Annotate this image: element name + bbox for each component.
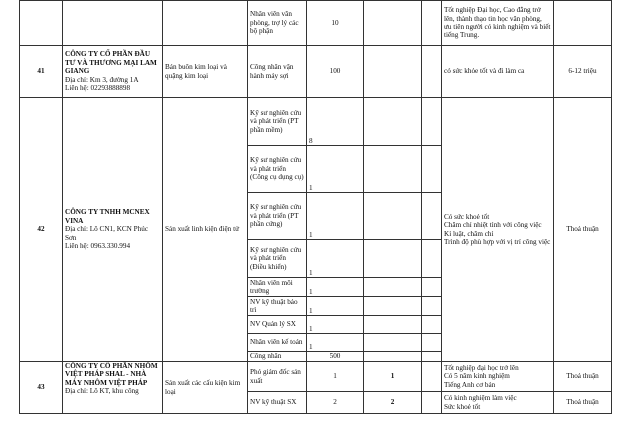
company-name: CÔNG TY TNHH MCNEX VINA (65, 208, 150, 225)
quantity-cell: 1 (307, 297, 364, 316)
extra-cell (422, 392, 442, 414)
position-cell: Nhân viên văn phòng, trợ lý các bộ phận (248, 1, 307, 46)
extra-cell (364, 352, 422, 362)
extra-cell (364, 1, 422, 46)
extra-cell (422, 46, 442, 98)
extra-cell (422, 334, 442, 352)
extra-cell (422, 362, 442, 392)
extra-cell (422, 193, 442, 240)
salary-cell: 6-12 triệu (554, 46, 612, 98)
quantity-cell: 1 (307, 334, 364, 352)
extra-cell: 1 (364, 362, 422, 392)
extra-cell (422, 278, 442, 297)
stt-cell: 42 (20, 98, 63, 362)
company-cell (63, 362, 163, 414)
position-cell: Nhân viên kế toán (248, 334, 307, 352)
company-cell (63, 98, 163, 362)
table-row (20, 98, 612, 146)
company-name: CÔNG TY CỔ PHẦN NHÔM VIỆT PHÁP SHAL - NHÀ MÁY NHÔM VIỆT PHÁP (65, 362, 158, 387)
extra-cell (364, 334, 422, 352)
requirement-line: Có sức khoẻ tốt (444, 212, 490, 221)
quantity-cell: 1 (307, 193, 364, 240)
extra-cell (364, 297, 422, 316)
requirement-line: Tốt nghiệp đại học trở lên (444, 363, 519, 372)
salary-cell: Thoả thuận (554, 98, 612, 362)
quantity-cell: 100 (307, 46, 364, 98)
quantity-cell: 1 (307, 316, 364, 334)
company-cell (63, 1, 163, 46)
stt-cell: 43 (20, 362, 63, 414)
extra-cell (364, 316, 422, 334)
industry-cell (163, 1, 248, 46)
requirement-line: Kỉ luật, chăm chỉ (444, 229, 494, 238)
requirements-cell (442, 362, 554, 392)
extra-cell (364, 278, 422, 297)
company-phone: Liên hệ: 0963.330.994 (65, 242, 131, 251)
extra-cell (364, 46, 422, 98)
requirements-cell: Tốt nghiệp Đại học, Cao đẳng trở lên, thành thạo tin học văn phòng, ưu tiên người có kinh nghiệm và biết tiếng Trung. (442, 1, 554, 46)
requirement-line: Tiếng Anh cơ bản (444, 380, 496, 389)
extra-cell (422, 240, 442, 278)
position-cell: Công nhân (248, 352, 307, 362)
extra-cell (364, 146, 422, 193)
position-cell: Công nhân vận hành máy sợi (248, 46, 307, 98)
quantity-cell: 1 (307, 146, 364, 193)
requirement-line: Có kinh nghiệm làm việc (444, 394, 517, 403)
requirement-line: Có 5 năm kinh nghiệm (444, 372, 510, 381)
requirements-cell: có sức khỏe tốt và đi làm ca (442, 46, 554, 98)
requirement-line: Trình độ phù hợp với vị trí công việc (444, 237, 551, 246)
industry-cell: Sản xuất các cấu kiện kim loại (163, 362, 248, 414)
table-row (20, 1, 612, 46)
requirement-line: Chăm chỉ nhiệt tình với công việc (444, 221, 542, 230)
company-address: Địa chỉ: Lô CN1, KCN Phúc Sơn (65, 225, 149, 242)
position-cell: NV Quản lý SX (248, 316, 307, 334)
position-cell: Kỹ sư nghiên cứu và phát triển (PT phần cứng) (248, 193, 307, 240)
company-address: Địa chỉ: Km 3, đường 1A (65, 75, 139, 84)
salary-cell (554, 1, 612, 46)
position-cell: NV kỹ thuật bảo trì (248, 297, 307, 316)
quantity-cell: 2 (307, 392, 364, 414)
industry-cell: Bán buôn kim loại và quặng kim loại (163, 46, 248, 98)
position-cell: Kỹ sư nghiên cứu và phát triển (Điều khiển) (248, 240, 307, 278)
extra-cell: 2 (364, 392, 422, 414)
company-address: Địa chỉ: Lô KT, khu công (65, 387, 139, 396)
company-cell (63, 46, 163, 98)
position-cell: Kỹ sư nghiên cứu và phát triển (PT phần mềm) (248, 98, 307, 146)
table-row (20, 46, 612, 98)
stt-cell: 41 (20, 46, 63, 98)
quantity-cell: 500 (307, 352, 364, 362)
job-listing-table (19, 0, 612, 414)
extra-cell (422, 146, 442, 193)
extra-cell (422, 352, 442, 362)
table-row (20, 362, 612, 392)
position-cell: NV kỹ thuật SX (248, 392, 307, 414)
quantity-cell: 1 (307, 278, 364, 297)
quantity-cell: 1 (307, 362, 364, 392)
quantity-cell: 10 (307, 1, 364, 46)
quantity-cell: 1 (307, 240, 364, 278)
quantity-cell: 8 (307, 98, 364, 146)
salary-cell: Thoả thuận (554, 392, 612, 414)
company-name: CÔNG TY CỔ PHẦN ĐẦU TƯ VÀ THƯƠNG MẠI LAM GIANG (65, 50, 157, 76)
extra-cell (364, 240, 422, 278)
company-phone: Liên hệ: 02293888898 (65, 84, 131, 93)
requirement-line: Sức khoẻ tốt (444, 402, 481, 411)
extra-cell (422, 98, 442, 146)
extra-cell (422, 1, 442, 46)
requirements-cell (442, 392, 554, 414)
document-page (19, 0, 611, 414)
extra-cell (364, 98, 422, 146)
position-cell: Kỹ sư nghiên cứu và phát triển (Công cụ dụng cụ) (248, 146, 307, 193)
position-cell: Phó giám đốc sản xuất (248, 362, 307, 392)
industry-cell: Sản xuất linh kiện điện tử (163, 98, 248, 362)
extra-cell (364, 193, 422, 240)
extra-cell (422, 316, 442, 334)
extra-cell (422, 297, 442, 316)
requirements-cell (442, 98, 554, 362)
stt-cell (20, 1, 63, 46)
position-cell: Nhân viên môi trường (248, 278, 307, 297)
salary-cell: Thoả thuận (554, 362, 612, 392)
